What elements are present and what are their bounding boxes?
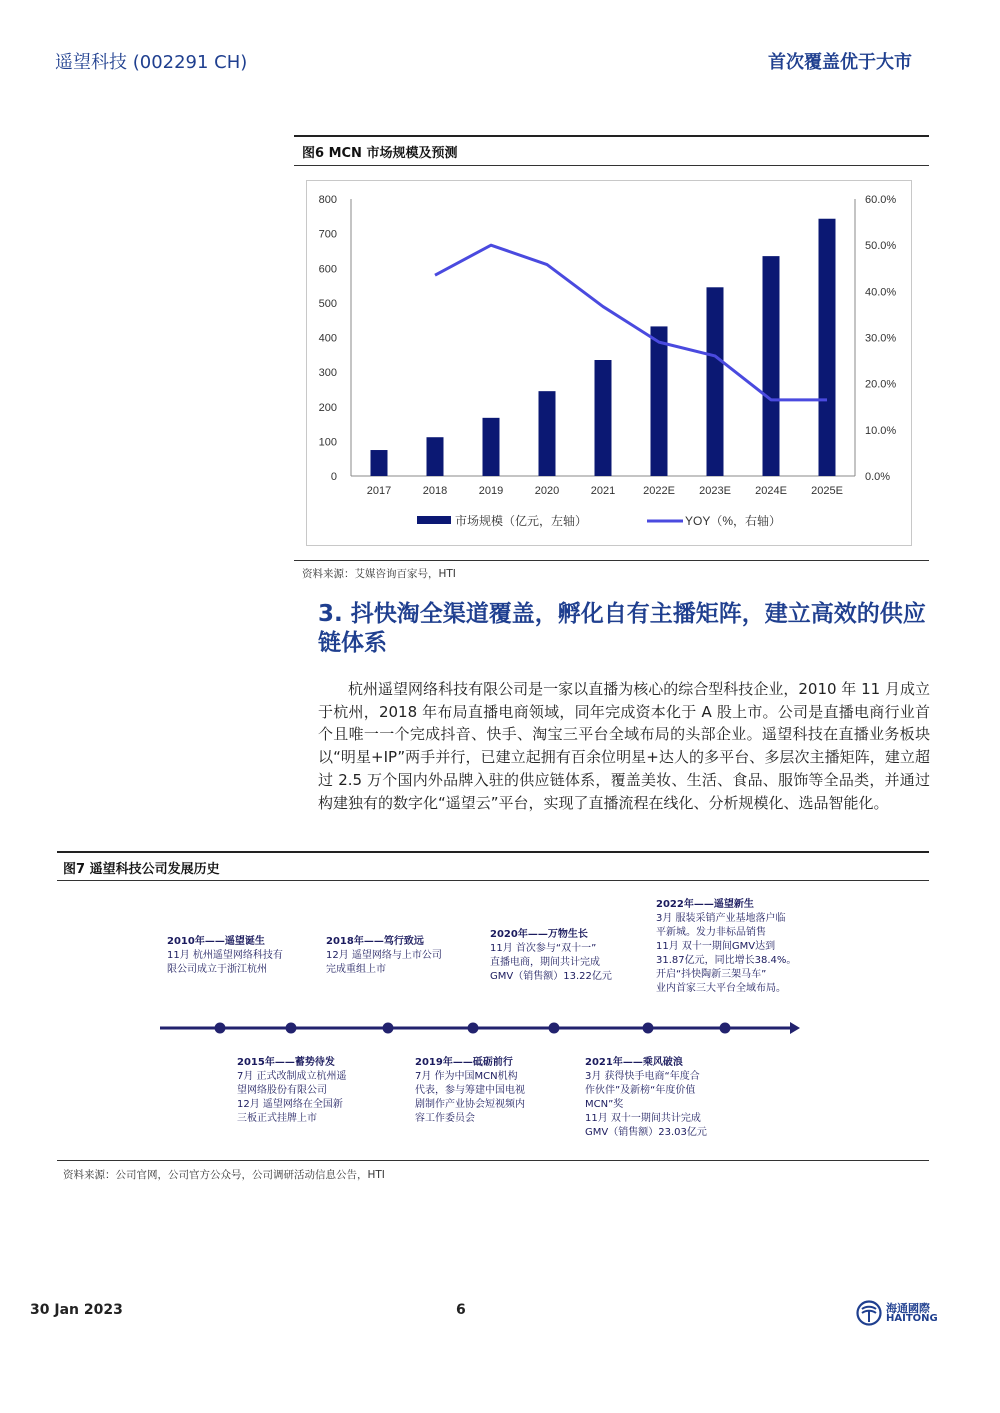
- timeline-event-2018: 2018年——笃行致远 12月 遥望网络与上市公司 完成重组上市: [326, 936, 442, 975]
- y-right-tick-label: 50.0%: [865, 240, 897, 253]
- x-tick-label: 2024E: [755, 485, 787, 497]
- x-tick-label: 2023E: [699, 485, 731, 497]
- y-left-tick-label: 400: [318, 332, 337, 345]
- x-tick-label: 2019: [478, 485, 504, 497]
- bar-2024E: [763, 256, 780, 476]
- y-left-tick-label: 0: [330, 471, 337, 483]
- haitong-logo: 海通國際 HAITONG: [856, 1300, 946, 1328]
- figure7-bottom-rule: [57, 1160, 929, 1161]
- x-tick-label: 2017: [366, 485, 392, 497]
- timeline-dot-2010: [215, 1023, 226, 1034]
- y-left-tick-label: 500: [318, 297, 337, 310]
- report-ticker-header: 遥望科技 (002291 CH): [55, 52, 248, 73]
- figure7-title: 图7 遥望科技公司发展历史: [63, 862, 220, 877]
- legend-bar-swatch: [417, 516, 451, 524]
- legend-bar-label: 市场规模（亿元，左轴）: [455, 514, 588, 528]
- y-left-tick-label: 600: [318, 263, 337, 276]
- x-tick-label: 2025E: [811, 485, 843, 497]
- y-left-tick-label: 100: [318, 436, 337, 449]
- bar-2022E: [651, 326, 668, 476]
- timeline-event-2022: 2022年——遥望新生 3月 服装采销产业基地落户临 平新城。发力非标品销售 11月 双十一期间GMV达到 31.87亿元，同比增长38.4%。 开启“抖快陶新三架马车” 业内首家三大平台全域布局。: [656, 899, 797, 994]
- timeline-dot-2022: [720, 1023, 731, 1034]
- y-right-tick-label: 0.0%: [865, 471, 891, 483]
- haitong-logo-icon: [856, 1300, 882, 1326]
- bar-2020: [539, 391, 556, 476]
- timeline-event-2021: 2021年——乘风破浪 3月 获得快手电商“年度合 作伙伴”及新榜“年度价值 MCN”奖 11月 双十一期间共计完成 GMV（销售额）23.03亿元: [585, 1057, 707, 1138]
- y-right-tick-label: 40.0%: [865, 286, 897, 299]
- timeline-event-2010: 2010年——遥望诞生 11月 杭州遥望网络科技有 限公司成立于浙江杭州: [167, 936, 283, 975]
- y-right-tick-label: 30.0%: [865, 332, 897, 345]
- x-tick-label: 2020: [534, 485, 560, 497]
- timeline-dot-2015: [286, 1023, 297, 1034]
- figure6-source: 资料来源：艾媒咨询百家号，HTI: [302, 568, 456, 580]
- figure6-top-rule: [294, 135, 929, 137]
- timeline-dot-2020: [549, 1023, 560, 1034]
- figure6-title-rule: [294, 165, 929, 166]
- bar-2023E: [707, 287, 724, 476]
- timeline-axis: [0, 1018, 1000, 1038]
- x-tick-label: 2022E: [643, 485, 675, 497]
- mcn-market-chart: [306, 180, 912, 546]
- timeline-event-2019: 2019年——砥砺前行 7月 作为中国MCN机构 代表，参与筹建中国电视 剧制作产业协会短视频内 容工作委员会: [415, 1057, 525, 1124]
- y-left-tick-label: 300: [318, 367, 337, 380]
- page-number: 6: [456, 1302, 466, 1318]
- timeline-dot-2019: [468, 1023, 479, 1034]
- y-left-tick-label: 200: [318, 401, 337, 414]
- figure6-title: 图6 MCN 市场规模及预测: [302, 146, 458, 161]
- y-left-tick-label: 700: [318, 228, 337, 241]
- timeline-event-2020: 2020年——万物生长 11月 首次参与“双十一” 直播电商，期间共计完成 GMV（销售额）13.22亿元: [490, 929, 612, 982]
- y-right-tick-label: 60.0%: [865, 194, 897, 206]
- x-tick-label: 2018: [422, 485, 448, 497]
- figure6-bottom-rule: [294, 560, 929, 561]
- y-right-tick-label: 10.0%: [865, 424, 897, 437]
- x-tick-label: 2021: [590, 485, 616, 497]
- figure7-title-rule: [57, 880, 929, 881]
- legend-line-label: YOY（%，右轴）: [685, 514, 782, 528]
- figure7-source: 资料来源：公司官网，公司官方公众号，公司调研活动信息公告，HTI: [63, 1169, 385, 1181]
- y-right-tick-label: 20.0%: [865, 378, 897, 391]
- bar-2017: [371, 450, 388, 476]
- y-left-tick-label: 800: [318, 194, 337, 206]
- bar-2019: [483, 418, 500, 476]
- mcn-market-chart-svg: [307, 181, 911, 545]
- bar-2025E: [819, 219, 836, 476]
- timeline-dot-2018: [383, 1023, 394, 1034]
- rating-header: 首次覆盖优于大市: [768, 52, 912, 73]
- section-heading: 3. 抖快淘全渠道覆盖，孵化自有主播矩阵，建立高效的供应链体系: [318, 601, 926, 656]
- report-date: 30 Jan 2023: [30, 1302, 123, 1318]
- figure7-top-rule: [57, 851, 929, 853]
- bar-2018: [427, 437, 444, 476]
- timeline-event-2015: 2015年——蓄势待发 7月 正式改制成立杭州遥 望网络股份有限公司 12月 遥望网络在全国新 三板正式挂牌上市: [237, 1057, 347, 1124]
- bar-2021: [595, 360, 612, 476]
- section-paragraph: 杭州遥望网络科技有限公司是一家以直播为核心的综合型科技企业，2010 年 11 月成立于杭州，2018 年布局直播电商领域，同年完成资本化于 A 股上市。公司是直播电商行业首个且唯一一个完成抖音、快手、淘宝三平台全域布局的头部企业。遥望科技在直播业务板块以“明星+IP”两手并行，已建立起拥有百余位明星+达人的多平台、多层次主播矩阵，建立超过 2.5 万个国内外品牌入驻的供应链体系，覆盖美妆、生活、食品、服饰等全品类，并通过构建独有的数字化“遥望云”平台，实现了直播流程在线化、分析规模化、选品智能化。: [318, 680, 930, 812]
- timeline-dot-2021: [643, 1023, 654, 1034]
